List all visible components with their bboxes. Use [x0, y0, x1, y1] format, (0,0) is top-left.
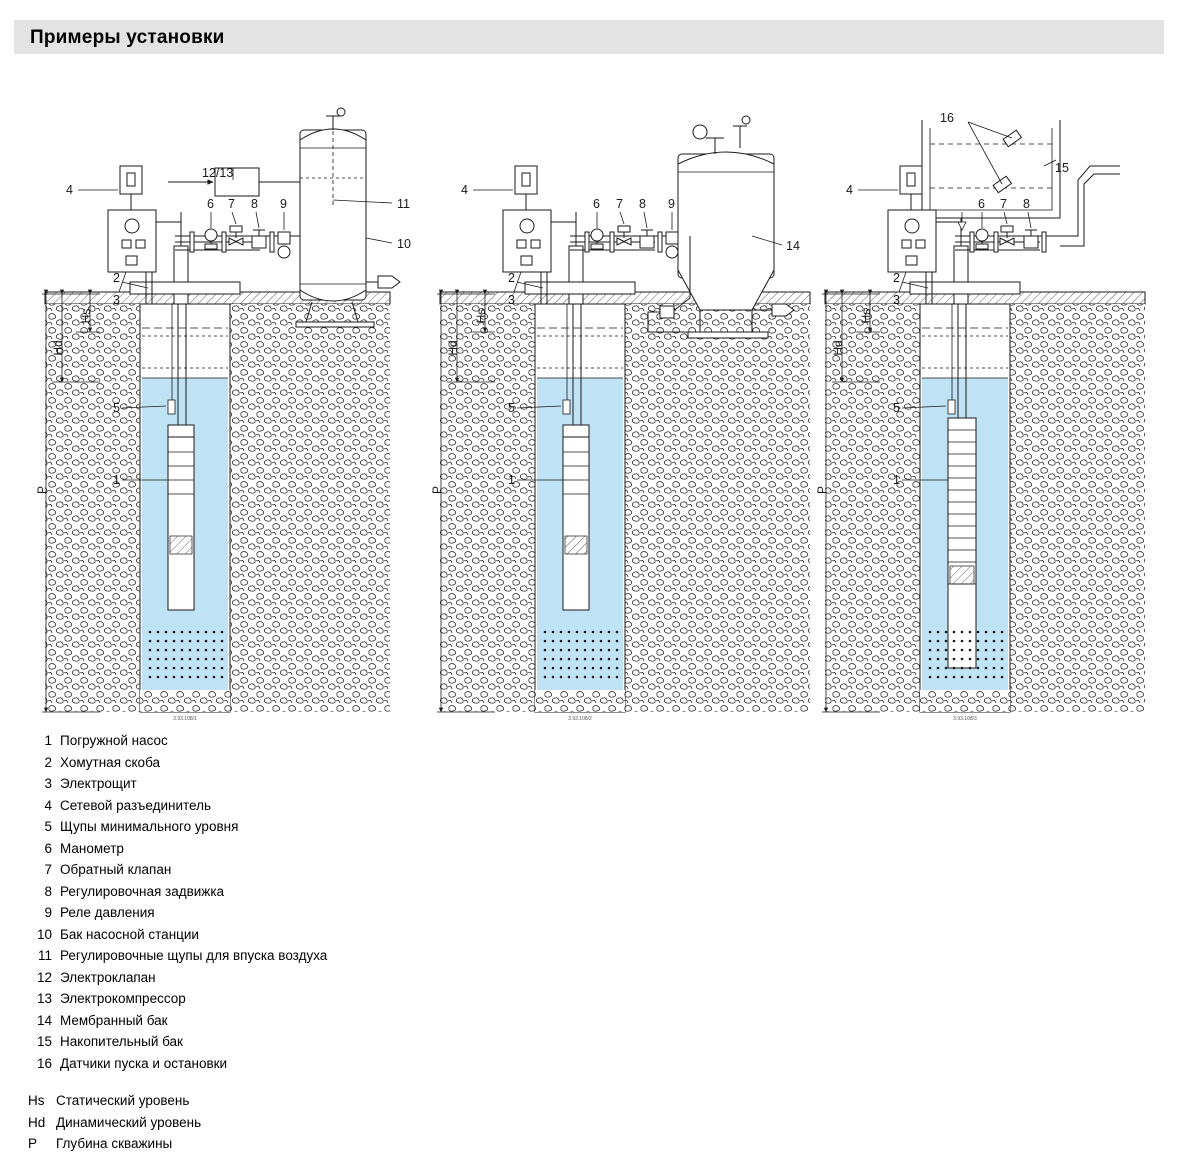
- callout-2: 2: [893, 271, 900, 285]
- dim-hd: Hd: [831, 340, 845, 356]
- legend-symbol: Hd: [28, 1114, 46, 1130]
- callout-4: 4: [846, 183, 853, 197]
- callout-1: 1: [893, 473, 900, 487]
- callout-5: 5: [508, 401, 515, 415]
- legend-item: [28, 1053, 628, 1075]
- legend: [28, 730, 628, 1155]
- legend-number: 11: [37, 948, 52, 963]
- dim-p: P: [815, 485, 829, 495]
- dim-hs: Hs: [79, 308, 93, 324]
- dim-hs: Hs: [859, 308, 873, 324]
- legend-label: Реле давления: [60, 905, 155, 920]
- legend-label: Сетевой разъединитель: [60, 797, 211, 813]
- installation-examples-diagram: [0, 60, 1178, 735]
- page-title: Примеры установки: [30, 27, 225, 48]
- legend-symbol-label: Статический уровень: [56, 1093, 190, 1108]
- legend-item: [28, 816, 628, 838]
- legend-number: 8: [44, 883, 52, 899]
- callout-14: 14: [786, 239, 800, 253]
- legend-number: 4: [44, 797, 52, 813]
- legend-label: Электроклапан: [60, 969, 156, 985]
- callout-8: 8: [1023, 197, 1030, 211]
- callout-5: 5: [893, 401, 900, 415]
- callout-10: 10: [397, 237, 411, 251]
- legend-item: [28, 967, 628, 989]
- legend-spacer: [28, 1074, 628, 1090]
- legend-label: Электрощит: [60, 776, 137, 791]
- callout-1: 1: [508, 473, 515, 487]
- dim-hd: Hd: [446, 340, 460, 356]
- panel-2-credit: 3.93.108/2: [568, 716, 592, 722]
- callout-6: 6: [978, 197, 985, 211]
- legend-item: [28, 902, 628, 924]
- legend-symbol: P: [28, 1136, 38, 1151]
- legend-number: 9: [44, 905, 52, 920]
- callout-9: 9: [280, 197, 287, 211]
- legend-number: 10: [36, 926, 52, 942]
- legend-item: [28, 1010, 628, 1032]
- callout-5: 5: [113, 401, 120, 415]
- callout-2: 2: [113, 271, 120, 285]
- legend-label: Регулировочные щупы для впуска воздуха: [60, 948, 328, 963]
- legend-label: Щупы минимального уровня: [60, 819, 239, 834]
- callout-7: 7: [1000, 197, 1007, 211]
- callout-3: 3: [508, 293, 515, 307]
- legend-symbol-label: Глубина скважины: [56, 1136, 173, 1151]
- callout-7: 7: [616, 197, 623, 211]
- legend-number: 13: [36, 991, 52, 1006]
- legend-item: [28, 1031, 628, 1053]
- legend-label: Мембранный бак: [60, 1012, 168, 1028]
- dim-hs: Hs: [474, 308, 488, 324]
- legend-label: Регулировочная задвижка: [60, 883, 225, 899]
- legend-label: Манометр: [60, 840, 124, 856]
- legend-number: 5: [44, 819, 52, 834]
- callout-6: 6: [207, 197, 214, 211]
- panel-3: [815, 111, 1145, 722]
- callout-8: 8: [251, 197, 258, 211]
- panel-3-credit: 3.93.108/3: [953, 716, 977, 722]
- legend-item: [28, 773, 628, 795]
- legend-item: [28, 881, 628, 903]
- callout-4: 4: [66, 183, 73, 197]
- legend-number: 6: [44, 840, 52, 856]
- legend-number: 2: [44, 754, 52, 770]
- legend-symbol-item: [28, 1090, 628, 1112]
- dim-p: P: [430, 485, 444, 495]
- panel-1-credit: 3.93.108/1: [173, 716, 197, 722]
- legend-label: Обратный клапан: [60, 862, 172, 877]
- callout-15: 15: [1055, 161, 1069, 175]
- legend-label: Накопительный бак: [60, 1034, 183, 1049]
- callout-12-13: 12/13: [202, 166, 234, 180]
- callout-16: 16: [940, 111, 954, 125]
- legend-label: Бак насосной станции: [60, 926, 199, 942]
- legend-item: [28, 752, 628, 774]
- callout-8: 8: [639, 197, 646, 211]
- legend-number: 16: [36, 1055, 52, 1071]
- callout-11: 11: [397, 197, 410, 211]
- callout-3: 3: [893, 293, 900, 307]
- legend-number: 12: [36, 969, 52, 985]
- callout-6: 6: [593, 197, 600, 211]
- legend-label: Хомутная скоба: [60, 754, 160, 770]
- panel-2: [430, 116, 810, 722]
- legend-label: Погружной насос: [60, 733, 168, 748]
- dim-p: P: [35, 485, 49, 495]
- legend-number: 1: [44, 733, 52, 748]
- callout-1: 1: [113, 473, 120, 487]
- legend-symbol-item: [28, 1133, 628, 1155]
- legend-label: Датчики пуска и остановки: [60, 1055, 228, 1071]
- legend-number: 14: [36, 1012, 52, 1028]
- legend-number: 3: [44, 776, 52, 791]
- panel-1: [35, 108, 411, 722]
- legend-item: [28, 988, 628, 1010]
- callout-2: 2: [508, 271, 515, 285]
- legend-item: [28, 924, 628, 946]
- legend-item: [28, 945, 628, 967]
- callout-9: 9: [668, 197, 675, 211]
- legend-item: [28, 795, 628, 817]
- dim-hd: Hd: [51, 340, 65, 356]
- legend-symbol: Hs: [28, 1093, 45, 1108]
- legend-number: 15: [36, 1034, 52, 1049]
- legend-label: Электрокомпрессор: [60, 991, 186, 1006]
- callout-7: 7: [228, 197, 235, 211]
- legend-symbol-item: [28, 1112, 628, 1134]
- legend-item: [28, 730, 628, 752]
- legend-item: [28, 838, 628, 860]
- callout-3: 3: [113, 293, 120, 307]
- legend-number: 7: [44, 862, 52, 877]
- callout-4: 4: [461, 183, 468, 197]
- legend-symbol-label: Динамический уровень: [56, 1114, 202, 1130]
- legend-item: [28, 859, 628, 881]
